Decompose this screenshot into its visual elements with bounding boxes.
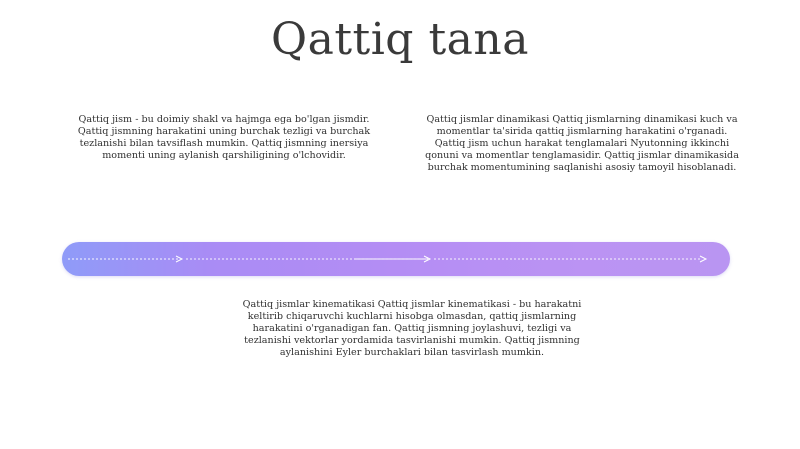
text-block-kinematics: Qattiq jismlar kinematikasi Qattiq jismlar kinematikasi - bu harakatni keltirib chiqaruvchi kuchlarni hisobga olmasdan, qattiq jismlarning harakatini o'rganadigan fan. Qattiq jismning joylashuvi, tezligi va tezlanishi vektorlar yordamida tasvirlanishi mumkin. Qattiq jismning aylanishini Eyler burchaklari bilan tasvirlash mumkin. [242, 299, 582, 358]
timeline-bar [62, 242, 730, 276]
timeline-arrows [62, 242, 730, 276]
text-block-dynamics: Qattiq jismlar dinamikasi Qattiq jismlarning dinamikasi kuch va momentlar ta'sirida qattiq jismlarning harakatini o'rganadi. Qattiq jism uchun harakat tenglamalari Nyutonning ikkinchi qonuni va momentlar tenglamasidir. Qattiq jismlar dinamikasida burchak momentumining saqlanishi asosiy tamoyil hisoblanadi. [425, 114, 739, 173]
slide-title: Qattiq tana [271, 14, 529, 65]
arrow-right-icon [700, 256, 706, 262]
text-block-rigid-body: Qattiq jism - bu doimiy shakl va hajmga ega bo'lgan jismdir. Qattiq jismning harakatini uning burchak tezligi va burchak tezlanishi bilan tavsiflash mumkin. Qattiq jismning inersiya momenti uning aylanish qarshiligining o'lchovidir. [77, 114, 371, 161]
